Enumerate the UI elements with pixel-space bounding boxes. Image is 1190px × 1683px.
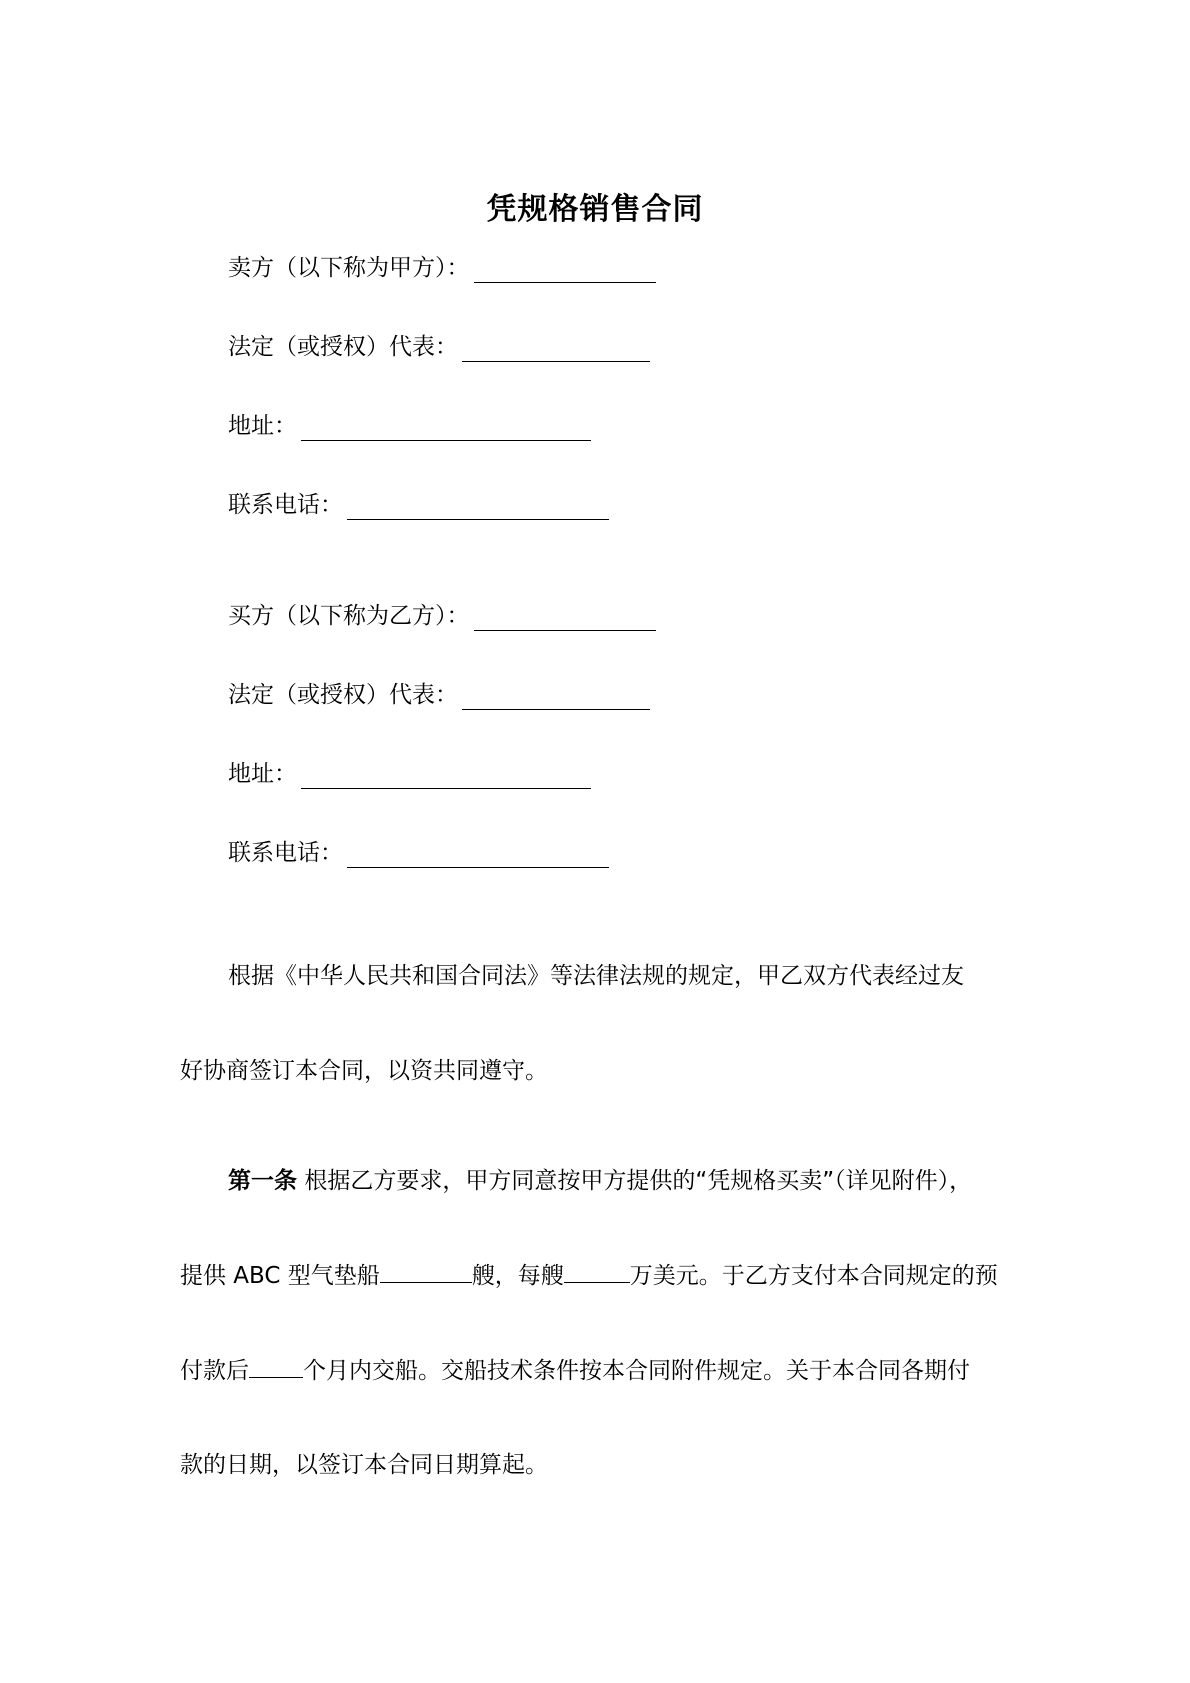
- seller-representative-blank[interactable]: [462, 339, 650, 362]
- article-1-text-3a: 付款后: [180, 1358, 249, 1384]
- seller-address-field: [228, 411, 591, 441]
- article-1-text-2b: 艘，每艘: [471, 1263, 564, 1289]
- unit-price-blank[interactable]: [564, 1260, 630, 1283]
- buyer-party-field: [228, 601, 656, 631]
- delivery-months-blank[interactable]: [249, 1355, 303, 1378]
- article-1-line-3: [180, 1355, 970, 1386]
- seller-address-label: 地址：: [228, 413, 297, 439]
- preamble-line-2: 好协商签订本合同，以资共同遵守。: [180, 1058, 548, 1084]
- buyer-representative-field: [228, 680, 650, 710]
- buyer-party-blank[interactable]: [474, 608, 656, 631]
- buyer-representative-label: 法定（或授权）代表：: [228, 682, 458, 708]
- buyer-address-field: [228, 759, 591, 789]
- buyer-address-blank[interactable]: [301, 766, 591, 789]
- seller-phone-label: 联系电话：: [228, 492, 343, 518]
- seller-party-field: [228, 253, 656, 283]
- article-1-text-1: 根据乙方要求，甲方同意按甲方提供的“凭规格买卖”（详见附件），: [304, 1168, 973, 1194]
- seller-phone-field: [228, 490, 609, 520]
- article-1-heading: 第一条: [228, 1168, 297, 1194]
- article-1-text-2a: 提供 ABC 型气垫船: [180, 1263, 380, 1289]
- seller-party-blank[interactable]: [474, 260, 656, 283]
- seller-representative-field: [228, 332, 650, 362]
- seller-address-blank[interactable]: [301, 418, 591, 441]
- article-1-line-4: 款的日期，以签订本合同日期算起。: [180, 1452, 548, 1478]
- buyer-phone-blank[interactable]: [347, 845, 609, 868]
- seller-phone-blank[interactable]: [347, 497, 609, 520]
- buyer-phone-field: [228, 838, 609, 868]
- article-1-line-1: [228, 1166, 972, 1196]
- buyer-phone-label: 联系电话：: [228, 840, 343, 866]
- seller-party-label: 卖方（以下称为甲方）：: [228, 255, 470, 281]
- seller-representative-label: 法定（或授权）代表：: [228, 334, 458, 360]
- preamble-line-1: 根据《中华人民共和国合同法》等法律法规的规定，甲乙双方代表经过友: [228, 963, 964, 989]
- document-title: 凭规格销售合同: [486, 192, 704, 227]
- buyer-representative-blank[interactable]: [462, 687, 650, 710]
- article-1-text-3b: 个月内交船。交船技术条件按本合同附件规定。关于本合同各期付: [303, 1358, 970, 1384]
- article-1-line-2: [180, 1260, 998, 1291]
- buyer-party-label: 买方（以下称为乙方）：: [228, 603, 470, 629]
- buyer-address-label: 地址：: [228, 761, 297, 787]
- boat-count-blank[interactable]: [380, 1260, 472, 1283]
- article-1-text-2c: 万美元。于乙方支付本合同规定的预: [629, 1263, 998, 1289]
